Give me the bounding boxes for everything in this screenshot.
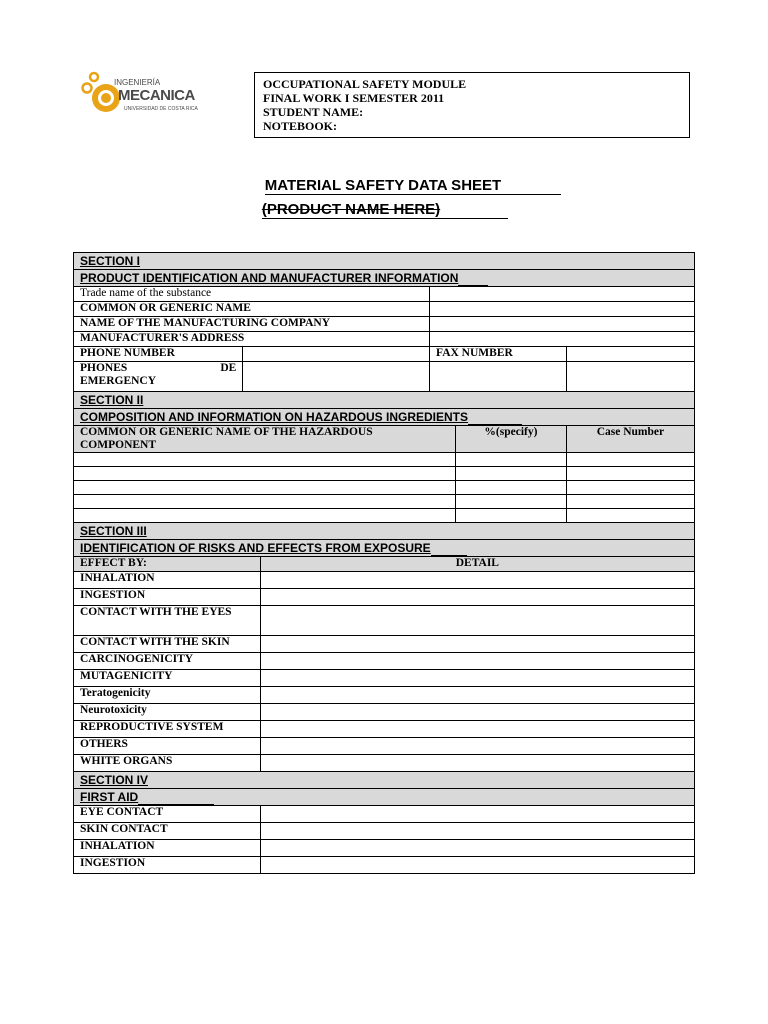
section-3-heading: IDENTIFICATION OF RISKS AND EFFECTS FROM EXPOSURE bbox=[80, 541, 431, 555]
table-row bbox=[74, 287, 695, 302]
table-row bbox=[74, 823, 695, 840]
effect-detail-field[interactable] bbox=[260, 653, 694, 670]
table-row bbox=[74, 606, 695, 636]
section-1-label: SECTION I bbox=[80, 254, 141, 268]
effect-label: OTHERS bbox=[74, 738, 261, 755]
logo-big-text: MECANICA bbox=[118, 87, 195, 104]
section-2-column-header bbox=[74, 426, 695, 453]
percent-cell[interactable] bbox=[456, 509, 567, 523]
case-number-col-header: Case Number bbox=[566, 426, 694, 453]
table-row bbox=[74, 332, 695, 347]
effect-detail-field[interactable] bbox=[260, 606, 694, 636]
table-row bbox=[74, 572, 695, 589]
effect-detail-field[interactable] bbox=[260, 721, 694, 738]
emergency-label-a: PHONES bbox=[80, 362, 128, 374]
effect-detail-field[interactable] bbox=[260, 738, 694, 755]
first-aid-field[interactable] bbox=[260, 806, 694, 823]
emergency-phones-label bbox=[74, 362, 243, 392]
notebook-line: NOTEBOOK: bbox=[263, 119, 338, 133]
effect-label: WHITE ORGANS bbox=[74, 755, 261, 772]
table-row bbox=[74, 453, 695, 467]
section-3-column-header bbox=[74, 557, 695, 572]
hazard-component-col-header: COMMON OR GENERIC NAME OF THE HAZARDOUS COMPONENT bbox=[74, 426, 456, 453]
table-row bbox=[74, 481, 695, 495]
logo-small-text: INGENIERÍA bbox=[114, 78, 161, 87]
case-number-cell[interactable] bbox=[566, 495, 694, 509]
hazard-component-cell[interactable] bbox=[74, 453, 456, 467]
first-aid-field[interactable] bbox=[260, 840, 694, 857]
table-row bbox=[74, 806, 695, 823]
effect-detail-field[interactable] bbox=[260, 670, 694, 687]
manufacturer-name-field[interactable] bbox=[430, 317, 695, 332]
effect-detail-field[interactable] bbox=[260, 589, 694, 606]
manufacturer-address-field[interactable] bbox=[430, 332, 695, 347]
generic-name-field[interactable] bbox=[430, 302, 695, 317]
hazard-component-cell[interactable] bbox=[74, 467, 456, 481]
table-row bbox=[74, 362, 695, 392]
effect-detail-field[interactable] bbox=[260, 704, 694, 721]
effect-detail-field[interactable] bbox=[260, 636, 694, 653]
table-row bbox=[74, 589, 695, 606]
section-4-heading-row bbox=[74, 789, 695, 806]
section-2-label: SECTION II bbox=[80, 393, 144, 407]
table-row bbox=[74, 495, 695, 509]
emergency-label-c: EMERGENCY bbox=[80, 375, 157, 387]
trade-name-field[interactable] bbox=[430, 287, 695, 302]
table-row bbox=[74, 317, 695, 332]
table-row bbox=[74, 687, 695, 704]
section-3-label-row bbox=[74, 523, 695, 540]
effect-detail-field[interactable] bbox=[260, 572, 694, 589]
first-aid-label: INGESTION bbox=[74, 857, 261, 874]
logo bbox=[80, 70, 210, 130]
module-line: OCCUPATIONAL SAFETY MODULE bbox=[263, 77, 467, 91]
header-info-box bbox=[254, 72, 690, 138]
first-aid-field[interactable] bbox=[260, 823, 694, 840]
case-number-cell[interactable] bbox=[566, 509, 694, 523]
hazard-component-cell[interactable] bbox=[74, 495, 456, 509]
case-number-cell[interactable] bbox=[566, 481, 694, 495]
title-line-2: (PRODUCT NAME HERE) bbox=[261, 201, 441, 218]
manufacturer-address-label: MANUFACTURER'S ADDRESS bbox=[74, 332, 430, 347]
effect-label: MUTAGENICITY bbox=[74, 670, 261, 687]
manufacturer-name-label: NAME OF THE MANUFACTURING COMPANY bbox=[74, 317, 430, 332]
section-1-label-row bbox=[74, 253, 695, 270]
msds-table bbox=[73, 252, 695, 874]
logo-sub-text: UNIVERSIDAD DE COSTA RICA bbox=[124, 106, 198, 112]
table-row bbox=[74, 347, 695, 362]
section-1-heading: PRODUCT IDENTIFICATION AND MANUFACTURER INFORMATION bbox=[80, 271, 459, 285]
section-1-heading-row bbox=[74, 270, 695, 287]
first-aid-field[interactable] bbox=[260, 857, 694, 874]
percent-cell[interactable] bbox=[456, 481, 567, 495]
effect-label: INGESTION bbox=[74, 589, 261, 606]
hazard-component-cell[interactable] bbox=[74, 481, 456, 495]
phone-number-label: PHONE NUMBER bbox=[74, 347, 243, 362]
table-row bbox=[74, 302, 695, 317]
table-row bbox=[74, 653, 695, 670]
effect-by-col-header: EFFECT BY: bbox=[74, 557, 261, 572]
emergency-phone-field-3[interactable] bbox=[566, 362, 694, 392]
document-title bbox=[0, 177, 768, 195]
generic-name-label: COMMON OR GENERIC NAME bbox=[74, 302, 430, 317]
effect-label: INHALATION bbox=[74, 572, 261, 589]
table-row bbox=[74, 636, 695, 653]
table-row bbox=[74, 704, 695, 721]
section-2-label-row bbox=[74, 392, 695, 409]
effect-label: CONTACT WITH THE SKIN bbox=[74, 636, 261, 653]
trade-name-label: Trade name of the substance bbox=[74, 287, 430, 302]
effect-label: CARCINOGENICITY bbox=[74, 653, 261, 670]
detail-col-header: DETAIL bbox=[260, 557, 694, 572]
percent-cell[interactable] bbox=[456, 467, 567, 481]
effect-detail-field[interactable] bbox=[260, 755, 694, 772]
fax-number-field[interactable] bbox=[566, 347, 694, 362]
section-3-label: SECTION III bbox=[80, 524, 147, 538]
first-aid-label: SKIN CONTACT bbox=[74, 823, 261, 840]
emergency-phone-field-1[interactable] bbox=[243, 362, 430, 392]
emergency-phone-field-2[interactable] bbox=[430, 362, 567, 392]
percent-cell[interactable] bbox=[456, 453, 567, 467]
title-line-1: MATERIAL SAFETY DATA SHEET bbox=[265, 177, 561, 195]
table-row bbox=[74, 840, 695, 857]
table-row bbox=[74, 509, 695, 523]
section-4-heading: FIRST AID bbox=[80, 790, 139, 804]
section-2-heading-row bbox=[74, 409, 695, 426]
document-subtitle bbox=[0, 201, 768, 219]
table-row bbox=[74, 467, 695, 481]
phone-number-field[interactable] bbox=[243, 347, 430, 362]
percent-col-header: %(specify) bbox=[456, 426, 567, 453]
case-number-cell[interactable] bbox=[566, 453, 694, 467]
table-row bbox=[74, 721, 695, 738]
first-aid-label: EYE CONTACT bbox=[74, 806, 261, 823]
section-4-label-row bbox=[74, 772, 695, 789]
effect-label: Teratogenicity bbox=[74, 687, 261, 704]
final-work-line: FINAL WORK I SEMESTER 2011 bbox=[263, 91, 445, 105]
table-row bbox=[74, 738, 695, 755]
table-row bbox=[74, 857, 695, 874]
fax-number-label: FAX NUMBER bbox=[430, 347, 567, 362]
effect-label: REPRODUCTIVE SYSTEM bbox=[74, 721, 261, 738]
table-row bbox=[74, 755, 695, 772]
case-number-cell[interactable] bbox=[566, 467, 694, 481]
student-name-line: STUDENT NAME: bbox=[263, 105, 364, 119]
first-aid-label: INHALATION bbox=[74, 840, 261, 857]
section-3-heading-row bbox=[74, 540, 695, 557]
table-row bbox=[74, 670, 695, 687]
effect-label: CONTACT WITH THE EYES bbox=[74, 606, 261, 636]
hazard-component-cell[interactable] bbox=[74, 509, 456, 523]
effect-label: Neurotoxicity bbox=[74, 704, 261, 721]
section-2-heading: COMPOSITION AND INFORMATION ON HAZARDOUS INGREDIENTS bbox=[80, 410, 468, 424]
emergency-label-b: DE bbox=[220, 362, 237, 374]
effect-detail-field[interactable] bbox=[260, 687, 694, 704]
section-4-label: SECTION IV bbox=[80, 773, 149, 787]
percent-cell[interactable] bbox=[456, 495, 567, 509]
